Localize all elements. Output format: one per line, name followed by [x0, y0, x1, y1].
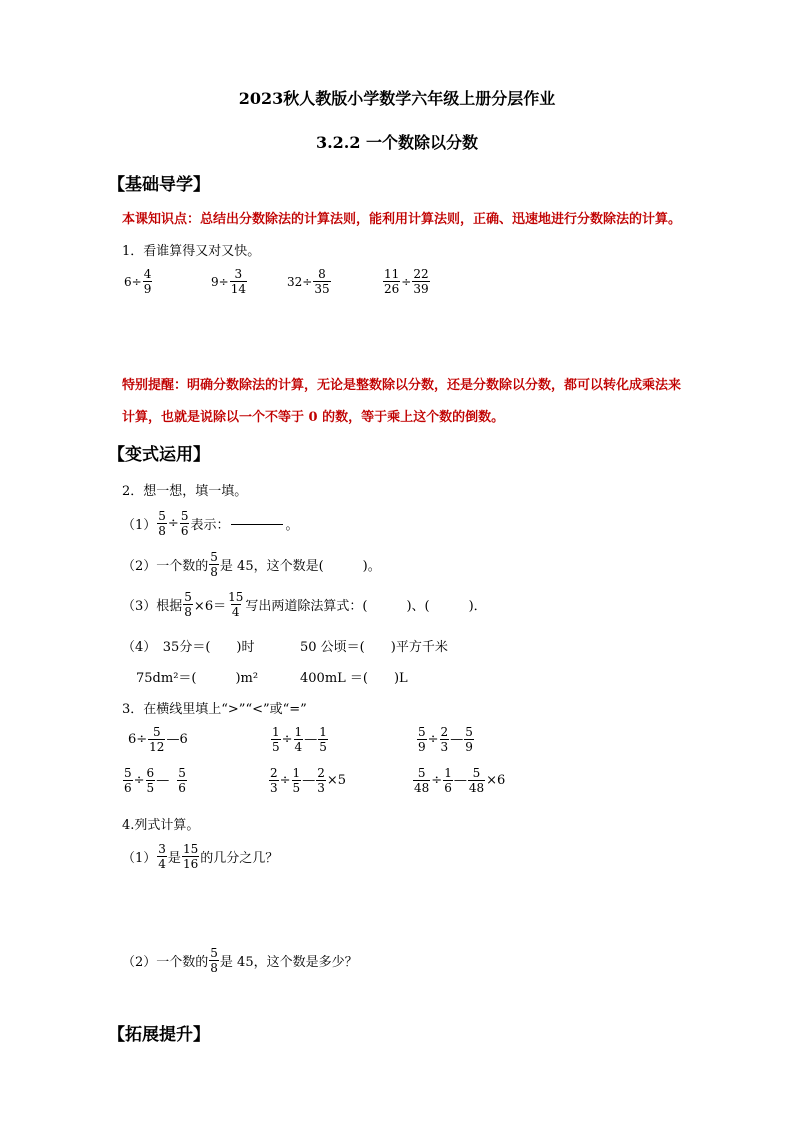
fraction: $\frac{15}{4}$	[228, 590, 244, 619]
fraction: $\frac{2}{3}$	[270, 766, 278, 795]
fraction: $\frac{22}{39}$	[413, 267, 429, 296]
fraction: $\frac{5}{8}$	[184, 590, 192, 619]
q1-item-1	[124, 267, 153, 296]
q3-r2-item-2: $\frac{2}{3}$ ÷ $\frac{1}{5}$ — $\frac{2}{3}$ ×5	[270, 766, 346, 795]
fraction: $\frac{5}{8}$	[158, 509, 166, 538]
q3-title: 3．在横线里填上“>”“<”或“=”	[122, 702, 307, 717]
tip-line-1: 特别提醒：明确分数除法的计算，无论是整数除以分数，还是分数除以分数，都可以转化成乘法来	[122, 378, 682, 393]
fraction: $\frac{2}{3}$	[440, 725, 449, 754]
section-variation: 【变式运用】	[108, 445, 210, 465]
compare-blank[interactable]: —	[304, 732, 318, 747]
fraction: $\frac{1}{6}$	[444, 766, 452, 795]
fraction: $\frac{5}{9}$	[418, 725, 426, 754]
document-title: 2023秋人教版小学数学六年级上册分层作业	[238, 89, 556, 108]
q2-part-3: （3）根据 $\frac{5}{8}$ ×6＝ $\frac{15}{4}$ 写出两道除法算式：( )、( )．	[122, 590, 487, 619]
fraction: $\frac{5}{8}$	[210, 550, 218, 579]
fraction: $\frac{2}{3}$	[317, 766, 325, 795]
q1-title: 1．看谁算得又对又快。	[122, 244, 261, 259]
fraction: $\frac{3}{14}$	[230, 267, 246, 296]
fraction: $\frac{11}{26}$	[384, 267, 400, 296]
fraction: $\frac{5}{8}$	[210, 946, 218, 975]
q2-part-4c: 75dm²＝( )m²	[136, 671, 259, 686]
fraction: $\frac{1}{4}$	[294, 725, 303, 754]
fraction: $\frac{15}{16}$	[182, 842, 199, 871]
q2-title: 2．想一想，填一填。	[122, 484, 248, 499]
fraction: $\frac{5}{48}$	[468, 766, 485, 795]
q2-part-4d: 400mL ＝( )L	[300, 671, 408, 686]
compare-blank[interactable]: —	[302, 773, 316, 788]
q2-part-4a: （4） 35分＝( )时	[122, 640, 255, 655]
q1-item-4: $\frac{11}{26}$ ÷ $\frac{22}{39}$	[384, 267, 429, 296]
fraction: $\frac{5}{12}$	[149, 725, 165, 754]
fraction: $\frac{4}{9}$	[143, 267, 152, 296]
knowledge-point: 本课知识点：总结出分数除法的计算法则，能利用计算法则，正确、迅速地进行分数除法的计算。	[122, 212, 682, 227]
fraction: $\frac{6}{5}$	[146, 766, 155, 795]
fraction: $\frac{8}{35}$	[314, 267, 330, 296]
q4-part-2: （2）一个数的 $\frac{5}{8}$ 是 45，这个数是多少？	[122, 946, 358, 975]
section-basic: 【基础导学】	[108, 175, 210, 195]
q2-part-1: （1） $\frac{5}{8}$ ÷ $\frac{5}{6}$ 表示： 。	[122, 509, 299, 538]
fraction: $\frac{5}{6}$	[178, 766, 186, 795]
q1-item-1-lead: 6÷	[124, 274, 142, 289]
q3-r1-item-2: $\frac{1}{5}$ ÷ $\frac{1}{4}$ — $\frac{1}{5}$	[272, 725, 327, 754]
q3-r2-item-3: $\frac{5}{48}$ ÷ $\frac{1}{6}$ — $\frac{5}{48}$ ×6	[414, 766, 506, 795]
lesson-title: 3.2.2 一个数除以分数	[315, 133, 479, 152]
q3-r2-item-1: $\frac{5}{6}$ ÷ $\frac{6}{5}$ — $\frac{5}{6}$	[124, 766, 186, 795]
compare-blank[interactable]: —	[450, 732, 464, 747]
compare-blank[interactable]: —6	[166, 732, 188, 747]
compare-blank[interactable]: —	[156, 773, 170, 788]
fraction: $\frac{3}{4}$	[158, 842, 166, 871]
compare-blank[interactable]: —	[453, 773, 467, 788]
fraction: $\frac{5}{6}$	[124, 766, 132, 795]
q1-item-2: 9÷ $\frac{3}{14}$	[211, 267, 246, 296]
fraction: $\frac{1}{5}$	[292, 766, 301, 795]
q4-part-1: （1） $\frac{3}{4}$ 是 $\frac{15}{16}$ 的几分之几？	[122, 842, 279, 871]
fraction: $\frac{1}{5}$	[319, 725, 327, 754]
fraction: $\frac{5}{48}$	[414, 766, 430, 795]
answer-blank[interactable]	[231, 523, 283, 525]
q4-title: 4.列式计算。	[122, 818, 200, 833]
fraction: $\frac{1}{5}$	[272, 725, 280, 754]
fraction: $\frac{5}{6}$	[180, 509, 189, 538]
fraction: $\frac{5}{9}$	[465, 725, 473, 754]
section-extension: 【拓展提升】	[108, 1025, 210, 1045]
q3-r1-item-1: 6÷ $\frac{5}{12}$ —6	[128, 725, 188, 754]
q2-part-2: （2）一个数的 $\frac{5}{8}$ 是 45，这个数是( )。	[122, 550, 381, 579]
q2-part-4b: 50 公顷＝( )平方千米	[300, 640, 448, 655]
q3-r1-item-3: $\frac{5}{9}$ ÷ $\frac{2}{3}$ — $\frac{5}{9}$	[418, 725, 473, 754]
tip-line-2: 计算，也就是说除以一个不等于 0 的数，等于乘上这个数的倒数。	[122, 410, 505, 425]
q1-item-3: 32÷ $\frac{8}{35}$	[287, 267, 330, 296]
